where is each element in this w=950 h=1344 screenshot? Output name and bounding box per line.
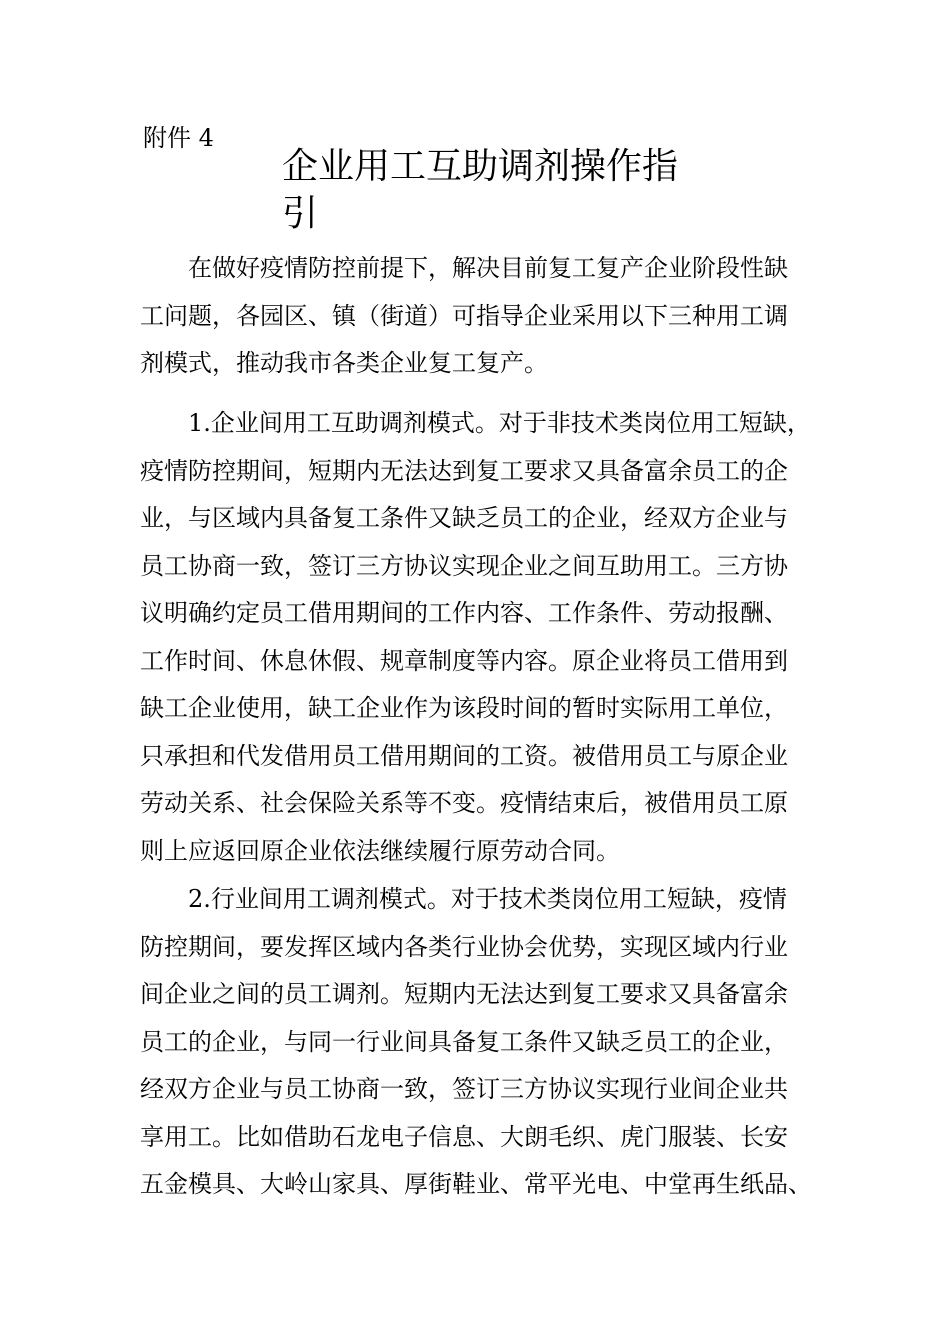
text-line: 议明确约定员工借用期间的工作内容、工作条件、劳动报酬、	[140, 599, 788, 627]
text-line: 工问题，各园区、镇（街道）可指导企业采用以下三种用工调	[140, 301, 788, 330]
attachment-label: 附件 4	[143, 124, 214, 152]
text-line: 在做好疫情防控前提下，解决目前复工复产企业阶段性缺	[140, 254, 788, 282]
text-line: 疫情防控期间，短期内无法达到复工要求又具备富余员工的企	[140, 456, 788, 485]
text-line: 业，与区域内具备复工条件又缺乏员工的企业，经双方企业与	[140, 504, 788, 532]
text-line: 工作时间、休息休假、规章制度等内容。原企业将员工借用到	[140, 646, 788, 675]
text-line: 防控期间，要发挥区域内各类行业协会优势，实现区域内行业	[140, 932, 788, 961]
text-line: 2.行业间用工调剂模式。对于技术类岗位用工短缺，疫情	[140, 885, 787, 913]
text-line: 员工协商一致，签订三方协议实现企业之间互助用工。三方协	[140, 551, 788, 580]
text-line: 间企业之间的员工调剂。短期内无法达到复工要求又具备富余	[140, 980, 788, 1008]
text-line: 1.企业间用工互助调剂模式。对于非技术类岗位用工短缺，	[140, 409, 811, 437]
text-line: 则上应返回原企业依法继续履行原劳动合同。	[140, 836, 620, 865]
document-title	[282, 143, 678, 237]
text-line: 经双方企业与员工协商一致，签订三方协议实现行业间企业共	[140, 1075, 788, 1103]
text-line: 享用工。比如借助石龙电子信息、大朗毛织、虎门服装、长安	[140, 1122, 788, 1151]
section-2-paragraph	[140, 876, 812, 1209]
text-line: 只承担和代发借用员工借用期间的工资。被借用员工与原企业	[140, 741, 788, 770]
text-line: 剂模式，推动我市各类企业复工复产。	[140, 349, 548, 377]
text-line: 五金模具、大岭山家具、厚街鞋业、常平光电、中堂再生纸品、	[140, 1170, 812, 1198]
title-line: 引	[282, 193, 319, 234]
intro-paragraph	[140, 245, 788, 388]
text-line: 员工的企业，与同一行业间具备复工条件又缺乏员工的企业，	[140, 1027, 788, 1056]
text-line: 缺工企业使用，缺工企业作为该段时间的暂时实际用工单位，	[140, 694, 788, 722]
title-line: 企业用工互助调剂操作指	[282, 146, 679, 187]
text-line: 劳动关系、社会保险关系等不变。疫情结束后，被借用员工原	[140, 789, 788, 817]
section-1-paragraph	[140, 400, 811, 875]
